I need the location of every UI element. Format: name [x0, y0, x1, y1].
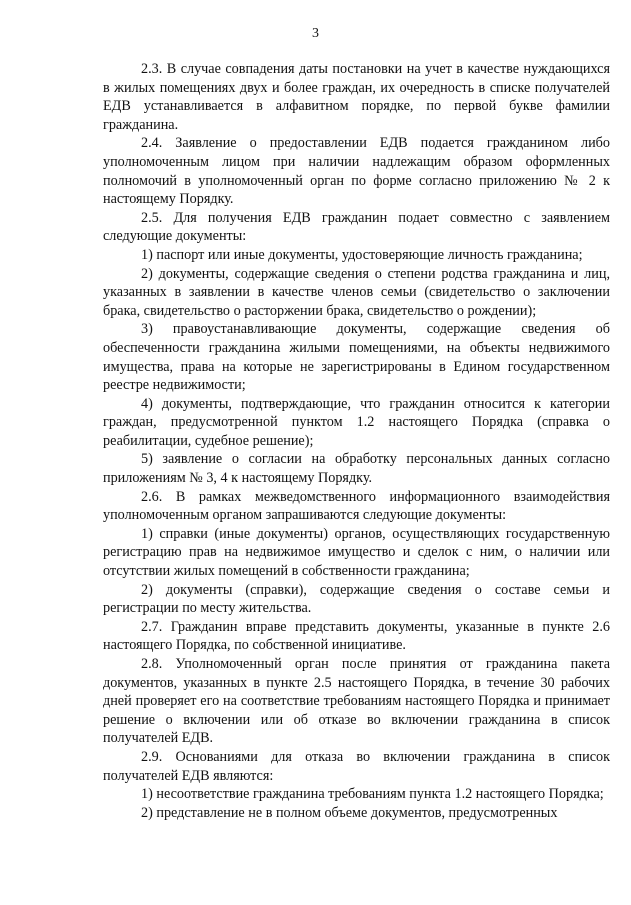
list-item-2-5-3: 3) правоустанавливающие документы, содержащие сведения об обеспеченности гражданина жилыми помещениями, на объекты недвижимого имущества, права на которые не зарегистрированы в Едином государственном реестре недвижимости;: [103, 321, 610, 394]
paragraph-2-4: 2.4. Заявление о предоставлении ЕДВ подается гражданином либо уполномоченным лицом при наличии надлежащим образом оформленных полномочий в уполномоченный орган по форме согласно приложению № 2 к настоящему Порядку.: [103, 135, 610, 208]
paragraph-2-9: 2.9. Основаниями для отказа во включении гражданина в список получателей ЕДВ являются:: [103, 748, 610, 784]
list-item-2-9-1: 1) несоответствие гражданина требованиям пункта 1.2 настоящего Порядка;: [141, 786, 604, 803]
paragraph-2-8: 2.8. Уполномоченный орган после принятия от гражданина пакета документов, указанных в пункте 2.5 настоящего Порядка, в течение 30 рабочих дней проверяет его на соответствие требованиям настоящего Порядка и принимает решение о включении или об отказе во включении гражданина в список получателей ЕДВ.: [103, 656, 610, 747]
list-item-2-5-4: 4) документы, подтверждающие, что гражданин относится к категории граждан, предусмотренной пунктом 1.2 настоящего Порядка (справка о реабилитации, судебное решение);: [103, 395, 610, 449]
list-item-2-5-2: 2) документы, содержащие сведения о степени родства гражданина и лиц, указанных в заявлении в качестве членов семьи (свидетельство о заключении брака, свидетельство о расторжении брака, свидетельство о рождении);: [103, 265, 610, 319]
paragraph-2-7: 2.7. Гражданин вправе представить документы, указанные в пункте 2.6 настоящего Порядка, по собственной инициативе.: [103, 618, 610, 654]
paragraph-2-3: 2.3. В случае совпадения даты постановки на учет в качестве нуждающихся в жилых помещениях двух и более граждан, их очередность в списке получателей ЕДВ устанавливается в алфавитном порядке, по первой букве фамилии гражданина.: [103, 61, 610, 133]
list-item-2-5-1: 1) паспорт или иные документы, удостоверяющие личность гражданина;: [141, 246, 583, 263]
list-item-2-5-5: 5) заявление о согласии на обработку персональных данных согласно приложениям № 3, 4 к настоящему Порядку.: [103, 451, 610, 487]
list-item-2-6-2: 2) документы (справки), содержащие сведения о составе семьи и регистрации по месту жительства.: [103, 581, 610, 617]
paragraph-2-6: 2.6. В рамках межведомственного информационного взаимодействия уполномоченным органом запрашиваются следующие документы:: [103, 488, 610, 524]
list-item-2-9-2: 2) представление не в полном объеме документов, предусмотренных: [141, 804, 558, 821]
page-number: 3: [312, 26, 319, 41]
document-body: [103, 60, 610, 822]
list-item-2-6-1: 1) справки (иные документы) органов, осуществляющих государственную регистрацию прав на недвижимое имущество и сделок с ним, о наличии или отсутствии жилых помещений в собственности гражданина;: [103, 525, 610, 580]
paragraph-2-5: 2.5. Для получения ЕДВ гражданин подает совместно с заявлением следующие документы:: [103, 209, 610, 245]
